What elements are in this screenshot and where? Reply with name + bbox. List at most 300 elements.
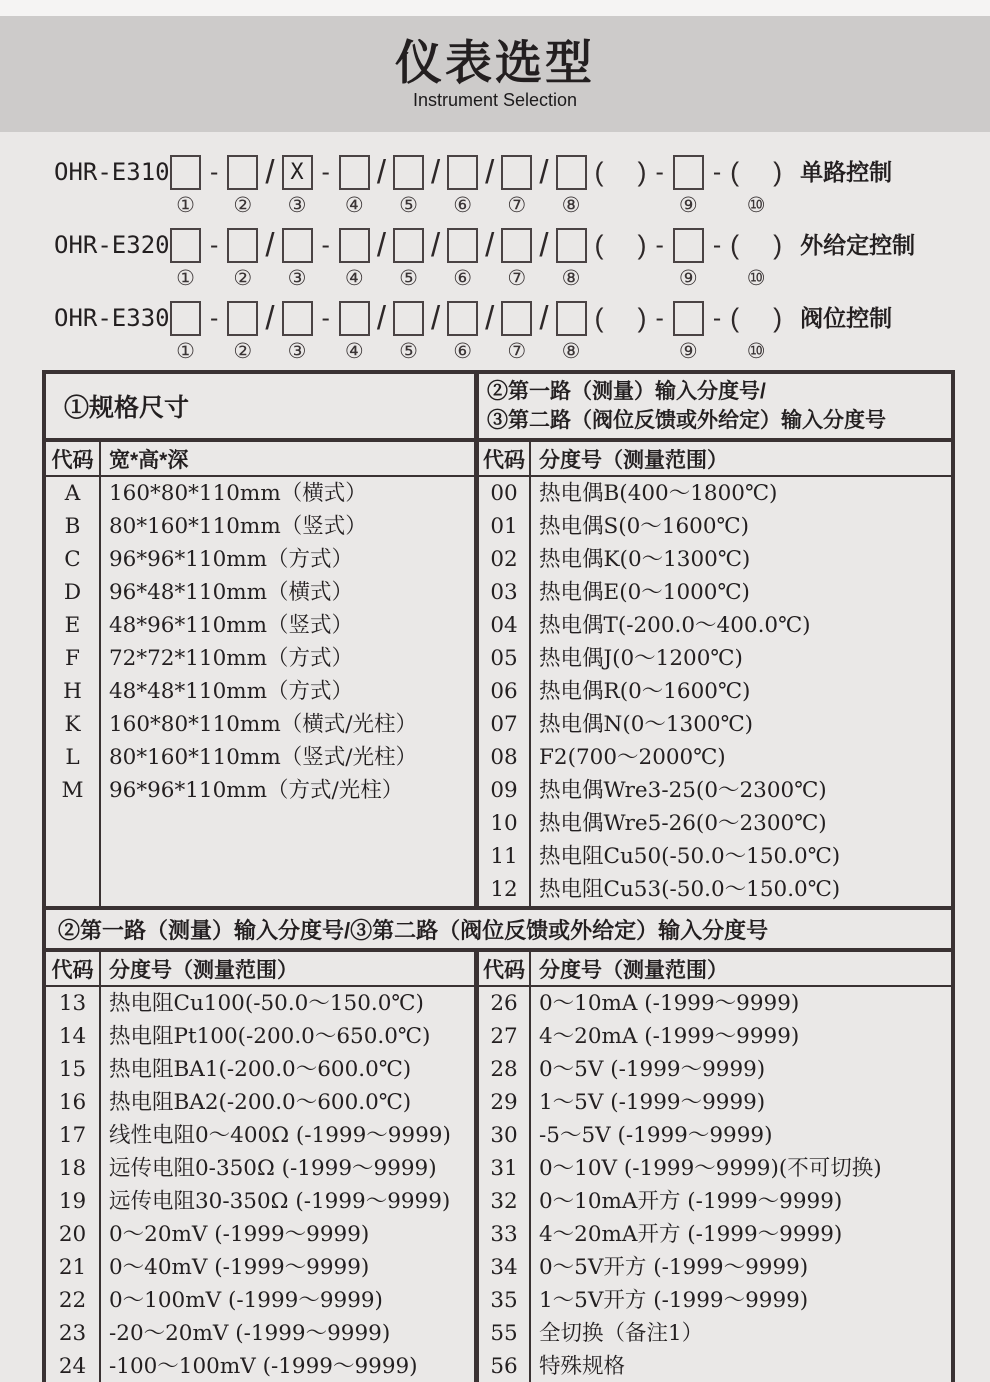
desc-cell: -100～100mV (-1999～9999) [109, 1354, 418, 1379]
paren: ( [594, 156, 604, 187]
code-cell: 20 [58, 1222, 87, 1247]
separator: / [485, 226, 495, 263]
desc-cell: 热电阻Cu53(-50.0～150.0℃) [539, 877, 841, 902]
code-unit-top [205, 150, 223, 194]
position-number: ⑦ [507, 340, 527, 363]
paren: ) [637, 302, 647, 333]
position-number: ③ [287, 267, 307, 290]
desc-cell: 全切换（备注1） [539, 1321, 704, 1346]
code-box [339, 301, 370, 336]
code-cell: B [64, 514, 81, 539]
separator: - [321, 303, 330, 332]
code-unit-top [428, 150, 443, 194]
position-number: ③ [287, 340, 307, 363]
code-unit [651, 223, 669, 293]
model-codes [0, 132, 990, 369]
code-unit [428, 223, 443, 293]
separator: / [539, 153, 549, 190]
code-unit-top [552, 296, 591, 340]
desc-cell: 96*48*110mm（横式） [109, 580, 354, 605]
code-unit [669, 223, 708, 293]
code-unit [552, 150, 591, 220]
code-box [673, 228, 704, 263]
selection-table [42, 370, 955, 1382]
code-unit-top [443, 150, 482, 194]
position-number: ① [176, 194, 195, 217]
code-unit [278, 150, 317, 220]
desc-cell: 热电偶T(-200.0～400.0℃) [539, 613, 811, 638]
table2-body [46, 987, 951, 1382]
code-box [170, 155, 201, 190]
code-unit [389, 150, 428, 220]
paren: ( [730, 302, 740, 333]
desc-cell: 0～40mV (-1999～9999) [109, 1255, 370, 1280]
table1-body [46, 477, 951, 906]
code-box [227, 155, 258, 190]
code-unit-top [608, 150, 634, 194]
code-unit [634, 296, 651, 366]
code-unit-top [166, 150, 205, 194]
table2-subheader [46, 952, 951, 987]
desc-cell: F2(700～2000℃) [539, 745, 726, 770]
position-number: ⑥ [453, 194, 473, 217]
code-unit [552, 223, 591, 293]
code-unit [591, 223, 608, 293]
desc-cell: 1～5V (-1999～9999) [539, 1090, 766, 1115]
code-unit [335, 223, 374, 293]
code-box [447, 228, 478, 263]
table2-right-code-col [474, 987, 529, 1382]
code-unit-top [769, 150, 786, 194]
code-unit [223, 150, 262, 220]
code-unit [205, 150, 223, 220]
code-cell: 02 [490, 547, 518, 572]
position-number: ④ [344, 194, 364, 217]
table1-right-desc-col [529, 477, 951, 906]
code-cell: 06 [490, 679, 518, 704]
code-unit [669, 296, 708, 366]
code-unit [205, 296, 223, 366]
position-number: ⑤ [399, 267, 418, 290]
code-unit [708, 223, 726, 293]
code-box: X [282, 155, 313, 190]
code-unit [443, 296, 482, 366]
code-unit [482, 150, 497, 220]
position-number: ① [176, 340, 195, 363]
desc-cell: 160*80*110mm（横式） [109, 481, 367, 506]
separator: / [539, 226, 549, 263]
control-type-label: 单路控制 [800, 159, 893, 185]
code-unit [669, 150, 708, 220]
desc-cell: -20～20mV (-1999～9999) [109, 1321, 391, 1346]
position-number: ⑨ [678, 340, 698, 363]
code-box [447, 155, 478, 190]
code-box [673, 155, 704, 190]
desc-cell: 0～20mV (-1999～9999) [109, 1222, 370, 1247]
table2-left-code-col [46, 987, 99, 1382]
code-cell: 29 [490, 1090, 518, 1115]
code-unit-top [278, 150, 317, 194]
code-unit [205, 223, 223, 293]
code-cell: 22 [58, 1288, 87, 1313]
code-unit-top [497, 223, 536, 267]
code-unit [335, 150, 374, 220]
paren: ( [594, 229, 604, 260]
code-unit [743, 223, 769, 293]
code-cell: 09 [490, 778, 518, 803]
code-unit-top [223, 150, 262, 194]
code-unit [262, 150, 277, 220]
position-number: ⑥ [453, 340, 473, 363]
column-header-range: 分度号（测量范围） [99, 952, 474, 985]
separator: / [265, 226, 275, 263]
code-unit-top [335, 150, 374, 194]
code-unit-top [374, 296, 389, 340]
code-unit [536, 150, 551, 220]
desc-cell: 热电偶R(0～1600℃) [539, 679, 751, 704]
code-cell: 34 [490, 1255, 518, 1280]
code-unit [482, 296, 497, 366]
code-cell: 15 [58, 1057, 87, 1082]
code-unit-top [482, 150, 497, 194]
code-box [447, 301, 478, 336]
column-header-code: 代码 [51, 448, 94, 472]
code-cell: A [64, 481, 81, 506]
position-number: ④ [344, 267, 364, 290]
position-number: ⑧ [561, 267, 581, 290]
code-cell: 04 [490, 613, 518, 638]
code-unit-top [726, 150, 743, 194]
desc-cell: 1～5V开方 (-1999～9999) [539, 1288, 809, 1313]
desc-cell: 160*80*110mm（横式/光柱） [109, 712, 417, 737]
code-unit-top [335, 223, 374, 267]
code-unit-top [536, 150, 551, 194]
paren: ) [637, 156, 647, 187]
code-unit-top [591, 296, 608, 340]
paren: ) [773, 302, 783, 333]
code-unit-top [443, 296, 482, 340]
table1-header-left: ①规格尺寸 [64, 394, 190, 422]
code-unit [708, 296, 726, 366]
code-cell: 28 [490, 1057, 518, 1082]
code-box [673, 301, 704, 336]
table1-right-code-col [474, 477, 529, 906]
separator: / [431, 153, 441, 190]
position-number: ② [233, 194, 253, 217]
code-unit-top [743, 150, 769, 194]
separator: - [712, 230, 722, 259]
code-cell: 05 [490, 646, 518, 671]
code-cell: 01 [490, 514, 518, 539]
code-unit-top [278, 296, 317, 340]
separator: - [210, 157, 219, 186]
desc-cell: 0～10V (-1999～9999)(不可切换) [539, 1156, 882, 1181]
desc-cell: 热电偶S(0～1600℃) [539, 514, 749, 539]
code-cell: 03 [490, 580, 518, 605]
code-unit [317, 223, 335, 293]
code-unit-top [651, 223, 669, 267]
code-unit [443, 150, 482, 220]
title-band [0, 16, 990, 132]
code-unit [651, 150, 669, 220]
code-unit-top [443, 223, 482, 267]
desc-cell: 4～20mA开方 (-1999～9999) [539, 1222, 843, 1247]
desc-cell: 热电阻Cu100(-50.0～150.0℃) [109, 991, 424, 1016]
code-unit-top [317, 150, 335, 194]
page-title: 仪表选型 [395, 35, 595, 89]
code-unit-top [262, 150, 277, 194]
desc-cell: 80*160*110mm（竖式/光柱） [109, 745, 417, 770]
code-unit [743, 296, 769, 366]
code-unit-top [669, 150, 708, 194]
code-unit [317, 150, 335, 220]
code-box [393, 155, 424, 190]
code-cell: 35 [490, 1288, 518, 1313]
code-cell: 11 [490, 844, 518, 869]
separator: / [431, 299, 441, 336]
column-header-range: 分度号（测量范围） [529, 952, 951, 985]
model-name: OHR-E330 [54, 304, 170, 332]
code-unit-top [482, 223, 497, 267]
code-unit [726, 223, 743, 293]
code-unit [166, 296, 205, 366]
table2-band: ②第一路（测量）输入分度号/③第二路（阀位反馈或外给定）输入分度号 [46, 906, 951, 952]
top-strip [0, 0, 990, 16]
code-unit-top [262, 223, 277, 267]
code-unit-top [708, 150, 726, 194]
separator: / [485, 299, 495, 336]
code-cell: 30 [490, 1123, 518, 1148]
code-cell: 56 [490, 1354, 518, 1379]
code-cell: 10 [490, 811, 518, 836]
code-unit-top [262, 296, 277, 340]
code-unit [317, 296, 335, 366]
code-unit [634, 223, 651, 293]
desc-cell: 远传电阻30-350Ω (-1999～9999) [109, 1189, 451, 1214]
separator: / [539, 299, 549, 336]
table1-left-code-col [46, 477, 99, 906]
code-unit-top [317, 223, 335, 267]
paren: ) [773, 156, 783, 187]
code-box [282, 228, 313, 263]
code-unit-top [335, 296, 374, 340]
code-unit-top [428, 223, 443, 267]
code-unit-top [497, 150, 536, 194]
code-cell: K [64, 712, 81, 737]
code-cell: M [61, 778, 84, 803]
control-type-label: 阀位控制 [800, 305, 893, 331]
desc-cell: 96*96*110mm（方式） [109, 547, 354, 572]
separator: - [321, 230, 330, 259]
separator: - [321, 157, 330, 186]
code-unit [374, 150, 389, 220]
code-unit [726, 296, 743, 366]
desc-cell: 4～20mA (-1999～9999) [539, 1024, 800, 1049]
desc-cell: 热电偶N(0～1300℃) [539, 712, 754, 737]
code-cell: L [65, 745, 80, 770]
code-unit-top [536, 223, 551, 267]
desc-cell: 热电阻BA2(-200.0～600.0℃) [109, 1090, 412, 1115]
desc-cell: 0～10mA (-1999～9999) [539, 991, 800, 1016]
code-cell: 19 [58, 1189, 87, 1214]
code-unit-top [389, 223, 428, 267]
code-unit [389, 296, 428, 366]
separator: - [210, 230, 219, 259]
position-number: ⑨ [678, 194, 698, 217]
code-unit [708, 150, 726, 220]
table1-header-right-line1: ②第一路（测量）输入分度号/ [487, 379, 766, 403]
separator: / [376, 299, 386, 336]
separator: / [376, 153, 386, 190]
code-unit [552, 296, 591, 366]
code-unit-top [428, 296, 443, 340]
code-unit [591, 150, 608, 220]
code-unit-top [552, 223, 591, 267]
desc-cell: 热电阻BA1(-200.0～600.0℃) [109, 1057, 412, 1082]
desc-cell: 0～100mV (-1999～9999) [109, 1288, 383, 1313]
position-number: ⑥ [453, 267, 473, 290]
code-unit [443, 223, 482, 293]
separator: / [431, 226, 441, 263]
paren: ) [637, 229, 647, 260]
code-unit [536, 296, 551, 366]
code-cell: 31 [490, 1156, 518, 1181]
code-unit [262, 296, 277, 366]
table2-left-desc-col [99, 987, 474, 1382]
code-unit [536, 223, 551, 293]
code-unit [497, 296, 536, 366]
separator: / [376, 226, 386, 263]
position-number: ② [233, 267, 253, 290]
code-unit [634, 150, 651, 220]
code-box [282, 301, 313, 336]
code-unit [497, 150, 536, 220]
page-subtitle: Instrument Selection [412, 90, 578, 111]
column-header-code: 代码 [51, 958, 94, 982]
code-cell: F [65, 646, 80, 671]
code-cell: 17 [58, 1123, 87, 1148]
separator: - [210, 303, 219, 332]
column-header-range: 分度号（测量范围） [529, 442, 951, 475]
code-box [393, 228, 424, 263]
code-box [501, 155, 532, 190]
separator: - [712, 157, 722, 186]
desc-cell: 48*48*110mm（方式） [109, 679, 354, 704]
code-cell: 21 [58, 1255, 87, 1280]
code-unit [769, 150, 786, 220]
code-unit-top [743, 223, 769, 267]
code-unit [223, 223, 262, 293]
model-code-row [54, 223, 990, 296]
code-unit-top [634, 296, 651, 340]
code-box [170, 228, 201, 263]
code-unit [608, 296, 634, 366]
paren: ( [730, 156, 740, 187]
code-unit-top [769, 296, 786, 340]
code-unit-top [743, 296, 769, 340]
code-unit-top [634, 150, 651, 194]
code-cell: 12 [490, 877, 518, 902]
desc-cell: 0～5V开方 (-1999～9999) [539, 1255, 809, 1280]
code-cell: 26 [490, 991, 518, 1016]
code-unit [769, 223, 786, 293]
code-unit [166, 150, 205, 220]
separator: / [265, 299, 275, 336]
separator: - [655, 230, 664, 259]
code-unit [428, 296, 443, 366]
code-box [339, 155, 370, 190]
code-unit-top [223, 296, 262, 340]
code-unit [428, 150, 443, 220]
code-cell: 24 [58, 1354, 87, 1379]
code-unit [497, 223, 536, 293]
column-header-size: 宽*高*深 [99, 442, 474, 475]
separator: / [265, 153, 275, 190]
code-cell: 00 [490, 481, 518, 506]
desc-cell: 热电偶B(400～1800℃) [539, 481, 778, 506]
code-unit-top [389, 150, 428, 194]
table1-subheader [46, 442, 951, 477]
code-box [501, 228, 532, 263]
control-type-label: 外给定控制 [800, 232, 916, 258]
desc-cell: 热电偶E(0～1000℃) [539, 580, 750, 605]
code-unit [608, 223, 634, 293]
code-cell: C [64, 547, 81, 572]
code-unit-top [317, 296, 335, 340]
model-code-row [54, 296, 990, 369]
desc-cell: 远传电阻0-350Ω (-1999～9999) [109, 1156, 437, 1181]
desc-cell: 热电偶J(0～1200℃) [539, 646, 743, 671]
column-header-code: 代码 [474, 442, 529, 475]
desc-cell: 热电阻Cu50(-50.0～150.0℃) [539, 844, 841, 869]
code-unit-top [708, 296, 726, 340]
code-unit-top [552, 150, 591, 194]
code-unit [651, 296, 669, 366]
code-unit-top [669, 296, 708, 340]
position-number: ⑧ [561, 340, 581, 363]
code-box [556, 228, 587, 263]
table1-header-right-line2: ③第二路（阀位反馈或外给定）输入分度号 [487, 409, 886, 432]
paren: ( [594, 302, 604, 333]
code-cell: 08 [490, 745, 518, 770]
code-unit-top [205, 223, 223, 267]
table1-header [46, 374, 951, 442]
code-unit-top [536, 296, 551, 340]
code-unit-top [726, 296, 743, 340]
table1-header-right [474, 374, 951, 438]
code-unit-top [669, 223, 708, 267]
code-unit [726, 150, 743, 220]
position-number: ① [176, 267, 195, 290]
code-cell: 32 [490, 1189, 518, 1214]
code-box [227, 301, 258, 336]
code-unit-top [374, 150, 389, 194]
code-unit-top [726, 223, 743, 267]
code-unit-top [608, 223, 634, 267]
code-unit-top [389, 296, 428, 340]
code-cell: 33 [490, 1222, 518, 1247]
desc-cell: 0～5V (-1999～9999) [539, 1057, 766, 1082]
code-unit-top [497, 296, 536, 340]
code-unit-top [223, 223, 262, 267]
desc-cell: 热电偶K(0～1300℃) [539, 547, 751, 572]
code-cell: 16 [58, 1090, 87, 1115]
code-unit-top [769, 223, 786, 267]
code-unit-top [482, 296, 497, 340]
paren: ) [773, 229, 783, 260]
code-cell: 07 [490, 712, 518, 737]
code-unit [278, 223, 317, 293]
